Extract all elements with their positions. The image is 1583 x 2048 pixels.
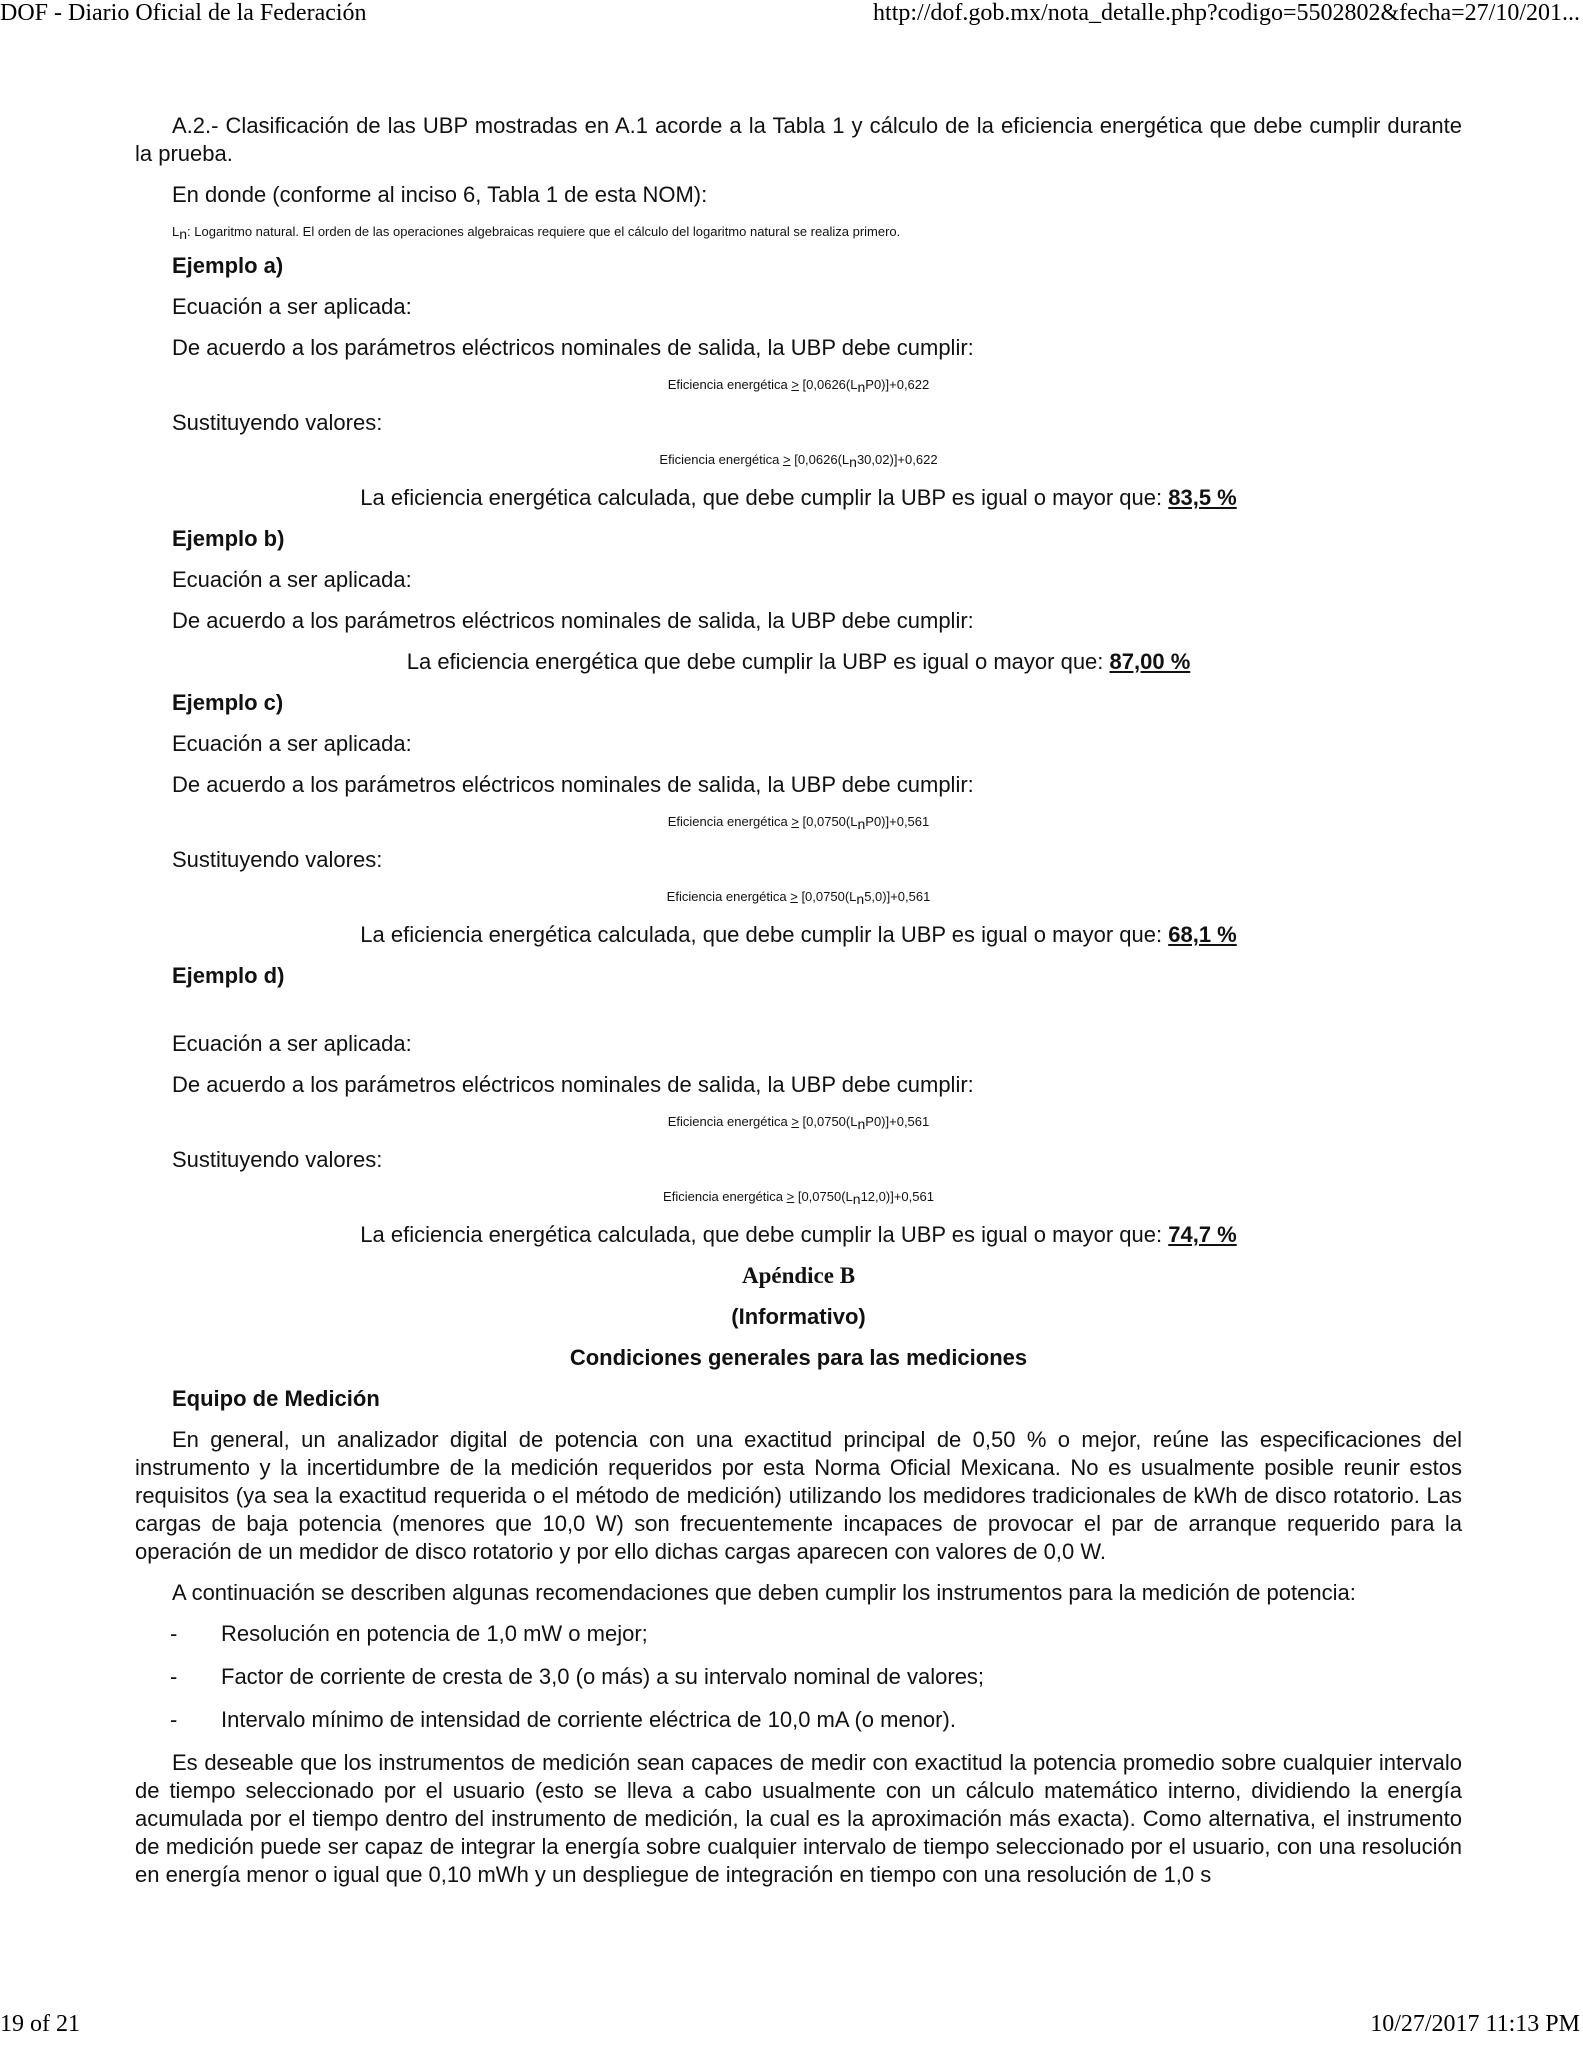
result-value: 74,7 % [1168, 1222, 1237, 1247]
ecuacion-label: Ecuación a ser aplicada: [172, 731, 412, 756]
equation-prefix: Eficiencia energética [666, 889, 791, 904]
list-item-text: Resolución en potencia de 1,0 mW o mejor; [221, 1621, 648, 1646]
spacer [135, 1003, 1462, 1030]
result-prefix: La eficiencia energética calculada, que debe cumplir la UBP es igual o mayor que: [360, 485, 1169, 510]
equipo-heading: Equipo de Medición [172, 1386, 380, 1411]
ln-label: L [849, 889, 857, 904]
appendix-subtitle: (Informativo) [731, 1304, 866, 1329]
result-line [135, 921, 1462, 949]
ge-symbol: > [790, 889, 798, 904]
equation-prefix: Eficiencia energética [667, 814, 792, 829]
ge-symbol: > [791, 377, 799, 392]
ln-subscript: n [857, 816, 866, 832]
equation [135, 375, 1462, 394]
result-value: 68,1 % [1168, 922, 1237, 947]
ecuacion-label: Ecuación a ser aplicada: [172, 567, 412, 592]
ln-subscript: n [857, 1116, 866, 1132]
ejemplo-a-title: Ejemplo a) [172, 253, 284, 278]
browser-header-title: DOF - Diario Oficial de la Federación [0, 0, 367, 26]
ln-label: L [841, 452, 850, 467]
paragraph-equipo-2: A continuación se describen algunas recomendaciones que deben cumplir los instrumentos para la medición de potencia: [172, 1580, 1356, 1605]
list-item [172, 1663, 1462, 1691]
ln-subscript: n [856, 891, 865, 907]
equation-post: 12,0)]+0,561 [860, 1189, 934, 1204]
equation [135, 812, 1462, 831]
ge-symbol: > [783, 452, 791, 467]
equation-pre: [0,0626( [798, 377, 851, 392]
result-line [135, 484, 1462, 512]
equation-substituted [135, 887, 1462, 906]
result-prefix: La eficiencia energética calculada, que debe cumplir la UBP es igual o mayor que: [360, 1222, 1169, 1247]
equation [135, 1112, 1462, 1131]
sustituyendo-label: Sustituyendo valores: [172, 847, 383, 872]
paragraph-en-donde: En donde (conforme al inciso 6, Tabla 1 de esta NOM): [172, 182, 708, 207]
ln-label: L [850, 377, 858, 392]
equation-post: P0)]+0,622 [865, 377, 930, 392]
ejemplo-d-title: Ejemplo d) [172, 963, 285, 988]
ge-symbol: > [791, 1114, 799, 1129]
equation-post: P0)]+0,561 [865, 814, 930, 829]
ln-subscript: n [852, 1191, 861, 1207]
ln-subscript: n [179, 226, 188, 242]
ln-subscript: n [857, 379, 866, 395]
document-body [135, 112, 1462, 1902]
sustituyendo-label: Sustituyendo valores: [172, 1147, 383, 1172]
appendix-heading: Condiciones generales para las mediciones [569, 1345, 1028, 1370]
ecuacion-label: Ecuación a ser aplicada: [172, 1031, 412, 1056]
equation-pre: [0,0750( [798, 1114, 851, 1129]
ge-symbol: > [791, 814, 799, 829]
dash-bullet: - [170, 1664, 178, 1689]
result-prefix: La eficiencia energética calculada, que debe cumplir la UBP es igual o mayor que: [360, 922, 1169, 947]
sustituyendo-label: Sustituyendo valores: [172, 410, 383, 435]
list-item [172, 1706, 1462, 1734]
paragraph-a2: A.2.- Clasificación de las UBP mostradas en A.1 acorde a la Tabla 1 y cálculo de la eficiencia energética que debe cumplir durante la prueba. [135, 113, 1462, 166]
ln-note [172, 222, 1462, 241]
paragraph-equipo-3: Es deseable que los instrumentos de medición sean capaces de medir con exactitud la potencia promedio sobre cualquier intervalo de tiempo seleccionado por el usuario (esto se lleva a cabo usualmente con un cálculo matemático interno, dividiendo la energía acumulada por el tiempo dentro del instrumento de medición, la cual es la aproximación más exacta). Como alternativa, el instrumento de medición puede ser capaz de integrar la energía sobre cualquier intervalo de tiempo seleccionado por el usuario, con una resolución en energía menor o igual que 0,10 mWh y un despliegue de integración en tiempo con una resolución de 1,0 s [135, 1750, 1462, 1887]
ln-label: L [850, 814, 858, 829]
de-acuerdo-text: De acuerdo a los parámetros eléctricos nominales de salida, la UBP debe cumplir: [172, 335, 974, 360]
result-prefix: La eficiencia energética que debe cumplir la UBP es igual o mayor que: [406, 649, 1110, 674]
ln-note-text: : Logaritmo natural. El orden de las operaciones algebraicas requiere que el cálculo del logaritmo natural se realiza primero. [187, 224, 901, 239]
dash-bullet: - [170, 1707, 178, 1732]
ln-label: L [850, 1114, 858, 1129]
equation-pre: [0,0750( [798, 814, 851, 829]
dash-bullet: - [170, 1621, 178, 1646]
equation-pre: [0,0626( [790, 452, 842, 467]
equation-pre: [0,0750( [794, 1189, 846, 1204]
equation-post: P0)]+0,561 [865, 1114, 930, 1129]
equation-prefix: Eficiencia energética [659, 452, 783, 467]
equation-prefix: Eficiencia energética [667, 377, 792, 392]
appendix-title: Apéndice B [741, 1263, 856, 1288]
paragraph-equipo-1: En general, un analizador digital de potencia con una exactitud principal de 0,50 % o mejor, reúne las especificaciones del instrumento y la incertidumbre de la medición requeridos por esta Norma Oficial Mexicana. No es usualmente posible reunir estos requisitos (ya sea la exactitud requerida o el método de medición) utilizando los medidores tradicionales de kWh de disco rotatorio. Las cargas de baja potencia (menores que 10,0 W) son frecuentemente incapaces de provocar el par de arranque requerido para la operación de un medidor de disco rotatorio y por ello dichas cargas aparecen con valores de 0,0 W. [135, 1427, 1462, 1564]
equation-substituted [135, 450, 1462, 469]
de-acuerdo-text: De acuerdo a los parámetros eléctricos nominales de salida, la UBP debe cumplir: [172, 1072, 974, 1097]
equation-prefix: Eficiencia energética [667, 1114, 792, 1129]
list-item [172, 1620, 1462, 1648]
equation-pre: [0,0750( [797, 889, 850, 904]
de-acuerdo-text: De acuerdo a los parámetros eléctricos nominales de salida, la UBP debe cumplir: [172, 772, 974, 797]
ejemplo-c-title: Ejemplo c) [172, 690, 284, 715]
print-timestamp: 10/27/2017 11:13 PM [1370, 2011, 1580, 2037]
list-item-text: Factor de corriente de cresta de 3,0 (o más) a su intervalo nominal de valores; [221, 1664, 985, 1689]
result-value: 83,5 % [1168, 485, 1237, 510]
equation-prefix: Eficiencia energética [663, 1189, 787, 1204]
de-acuerdo-text: De acuerdo a los parámetros eléctricos nominales de salida, la UBP debe cumplir: [172, 608, 974, 633]
result-line [135, 1221, 1462, 1249]
equation-substituted [135, 1187, 1462, 1206]
ln-subscript: n [849, 454, 857, 470]
ln-label: L [845, 1189, 853, 1204]
list-item-text: Intervalo mínimo de intensidad de corriente eléctrica de 10,0 mA (o menor). [221, 1707, 956, 1732]
result-value: 87,00 % [1109, 649, 1191, 674]
page-counter: 19 of 21 [0, 2011, 80, 2037]
ejemplo-b-title: Ejemplo b) [172, 526, 285, 551]
equation-post: 5,0)]+0,561 [864, 889, 931, 904]
result-line [135, 648, 1462, 676]
browser-header-url: http://dof.gob.mx/nota_detalle.php?codigo=5502802&fecha=27/10/201... [873, 0, 1580, 26]
equation-post: 30,02)]+0,622 [856, 452, 938, 467]
ecuacion-label: Ecuación a ser aplicada: [172, 294, 412, 319]
ln-label: L [172, 224, 180, 239]
ge-symbol: > [786, 1189, 795, 1204]
